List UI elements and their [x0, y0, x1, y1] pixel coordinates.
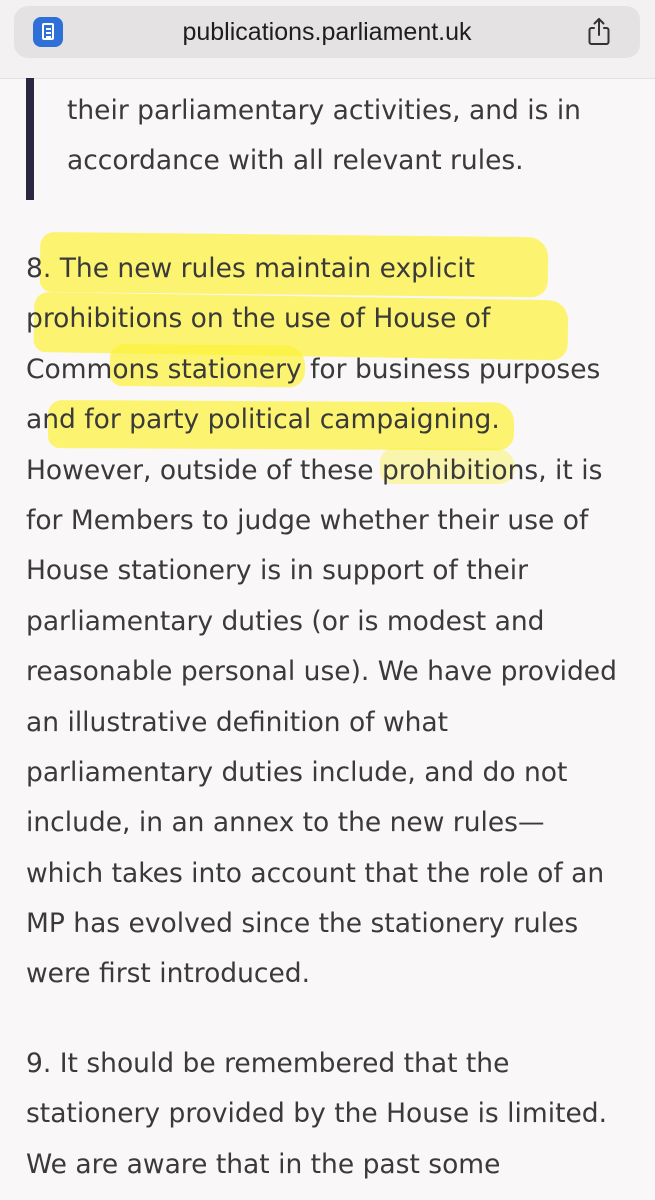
text-line: 8. The new rules maintain explicit	[26, 253, 476, 284]
share-icon[interactable]	[582, 15, 616, 49]
blockquote	[67, 86, 637, 187]
text-line: reasonable personal use). We have provided	[26, 656, 617, 688]
text-line: which takes into account that the role of an	[26, 857, 605, 889]
text-line: Commons stationery for business purposes	[26, 353, 601, 385]
text-line: stationery provided by the House is limited.	[26, 1098, 608, 1130]
url-text[interactable]: publications.parliament.uk	[182, 18, 472, 46]
text-line: However, outside of these prohibitions, it is	[26, 454, 603, 486]
text-line: prohibitions on the use of House of	[26, 303, 491, 335]
text-line: and for party political campaigning.	[26, 404, 500, 436]
text-line: We are aware that in the past some	[26, 1148, 501, 1180]
text-line: were first introduced.	[26, 958, 311, 990]
text-line: 9. It should be remembered that the	[26, 1048, 510, 1079]
text-line: for Members to judge whether their use of	[26, 504, 589, 536]
reader-mode-icon[interactable]	[33, 17, 63, 47]
address-bar[interactable]	[14, 6, 640, 58]
text-line: MP has evolved since the stationery rules	[26, 908, 579, 940]
text-line: parliamentary duties (or is modest and	[26, 605, 545, 637]
text-line: their parliamentary activities, and is in	[67, 95, 581, 126]
text-line: include, in an annex to the new rules—	[26, 807, 545, 839]
paragraph-9	[26, 1039, 636, 1190]
blockquote-bar	[26, 78, 34, 200]
browser-toolbar	[0, 0, 655, 79]
text-line: House stationery is in support of their	[26, 555, 529, 587]
paragraph-8	[26, 244, 636, 1000]
text-line: accordance with all relevant rules.	[67, 145, 524, 177]
text-line: parliamentary duties include, and do not	[26, 756, 568, 788]
text-line: an illustrative definition of what	[26, 706, 449, 738]
